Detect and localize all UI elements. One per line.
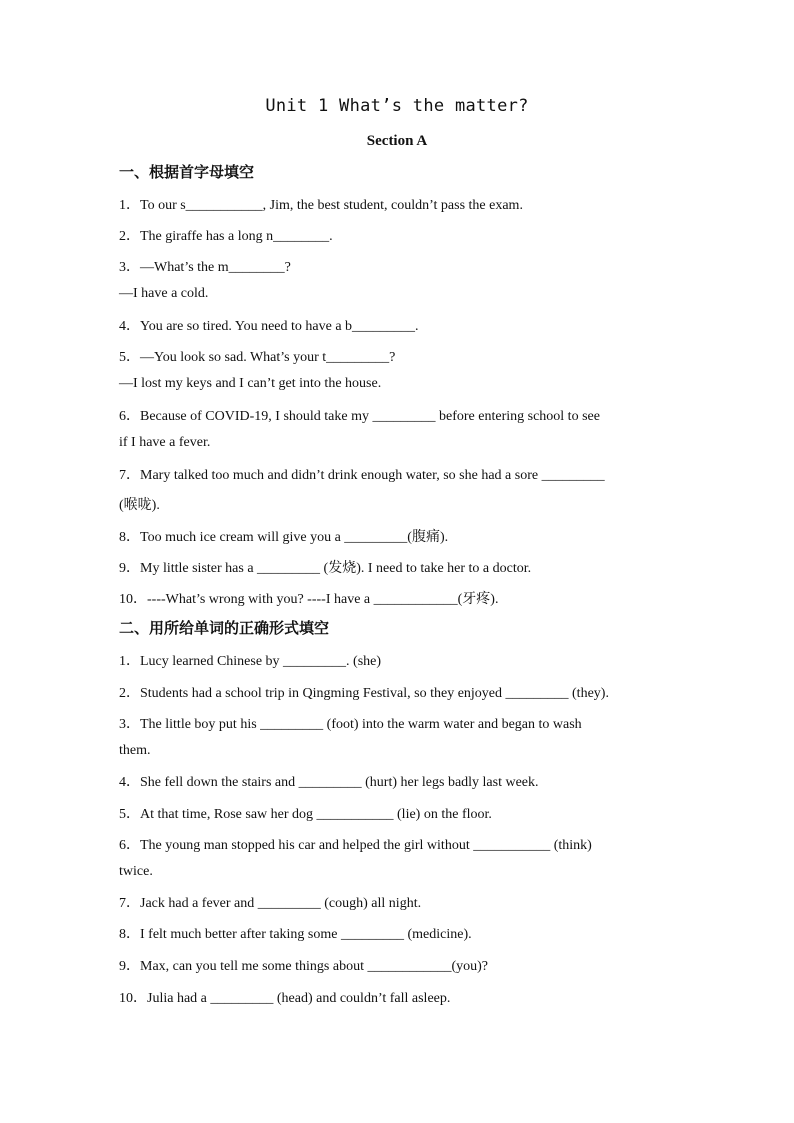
exercise-line: (喉咙). [119, 498, 160, 513]
exercise-line: 8．Too much ice cream will give you a _________(腹痛). [119, 530, 449, 545]
exercise-line: 10．Julia had a _________ (head) and couldn’t fall asleep. [119, 991, 451, 1006]
page-subtitle: Section A [366, 133, 428, 149]
exercise-line: —I lost my keys and I can’t get into the house. [119, 376, 382, 391]
exercise-line: —I have a cold. [119, 286, 209, 301]
exercise-line: 2．The giraffe has a long n________. [119, 229, 333, 244]
exercise-line: 4．You are so tired. You need to have a b_________. [119, 319, 419, 334]
page-title: Unit 1 What’s the matter? [265, 96, 529, 116]
exercise-line: 8．I felt much better after taking some _________ (medicine). [119, 927, 472, 942]
exercise-line: 6．The young man stopped his car and helped the girl without ___________ (think) [119, 838, 592, 853]
exercise-line: 9．Max, can you tell me some things about ____________(you)? [119, 959, 488, 974]
exercise-line: 7．Mary talked too much and didn’t drink enough water, so she had a sore _________ [119, 468, 605, 483]
exercise-line: 7．Jack had a fever and _________ (cough) all night. [119, 896, 422, 911]
exercise-line: 4．She fell down the stairs and _________ (hurt) her legs badly last week. [119, 775, 539, 790]
exercise-line: 5．At that time, Rose saw her dog ___________ (lie) on the floor. [119, 807, 492, 822]
exercise-line: twice. [119, 864, 153, 879]
exercise-line: 10．----What’s wrong with you? ----I have a ____________(牙疼). [119, 592, 499, 607]
exercise-line: 3．The little boy put his _________ (foot) into the warm water and began to wash [119, 717, 582, 732]
exercise-line: 6．Because of COVID-19, I should take my _________ before entering school to see [119, 409, 600, 424]
exercise-line: 1．To our s___________, Jim, the best student, couldn’t pass the exam. [119, 198, 523, 213]
exercise-line: them. [119, 743, 151, 758]
section-heading-2: 二、用所给单词的正确形式填空 [119, 619, 330, 637]
exercise-line: if I have a fever. [119, 435, 211, 450]
exercise-line: 1．Lucy learned Chinese by _________. (she) [119, 654, 382, 669]
exercise-line: 9．My little sister has a _________ (发烧). I need to take her to a doctor. [119, 561, 532, 576]
exercise-line: 3．—What’s the m________? [119, 260, 291, 275]
exercise-line: 5．—You look so sad. What’s your t_________? [119, 350, 396, 365]
section-heading-1: 一、根据首字母填空 [119, 163, 255, 181]
exercise-line: 2．Students had a school trip in Qingming Festival, so they enjoyed _________ (they). [119, 686, 609, 701]
